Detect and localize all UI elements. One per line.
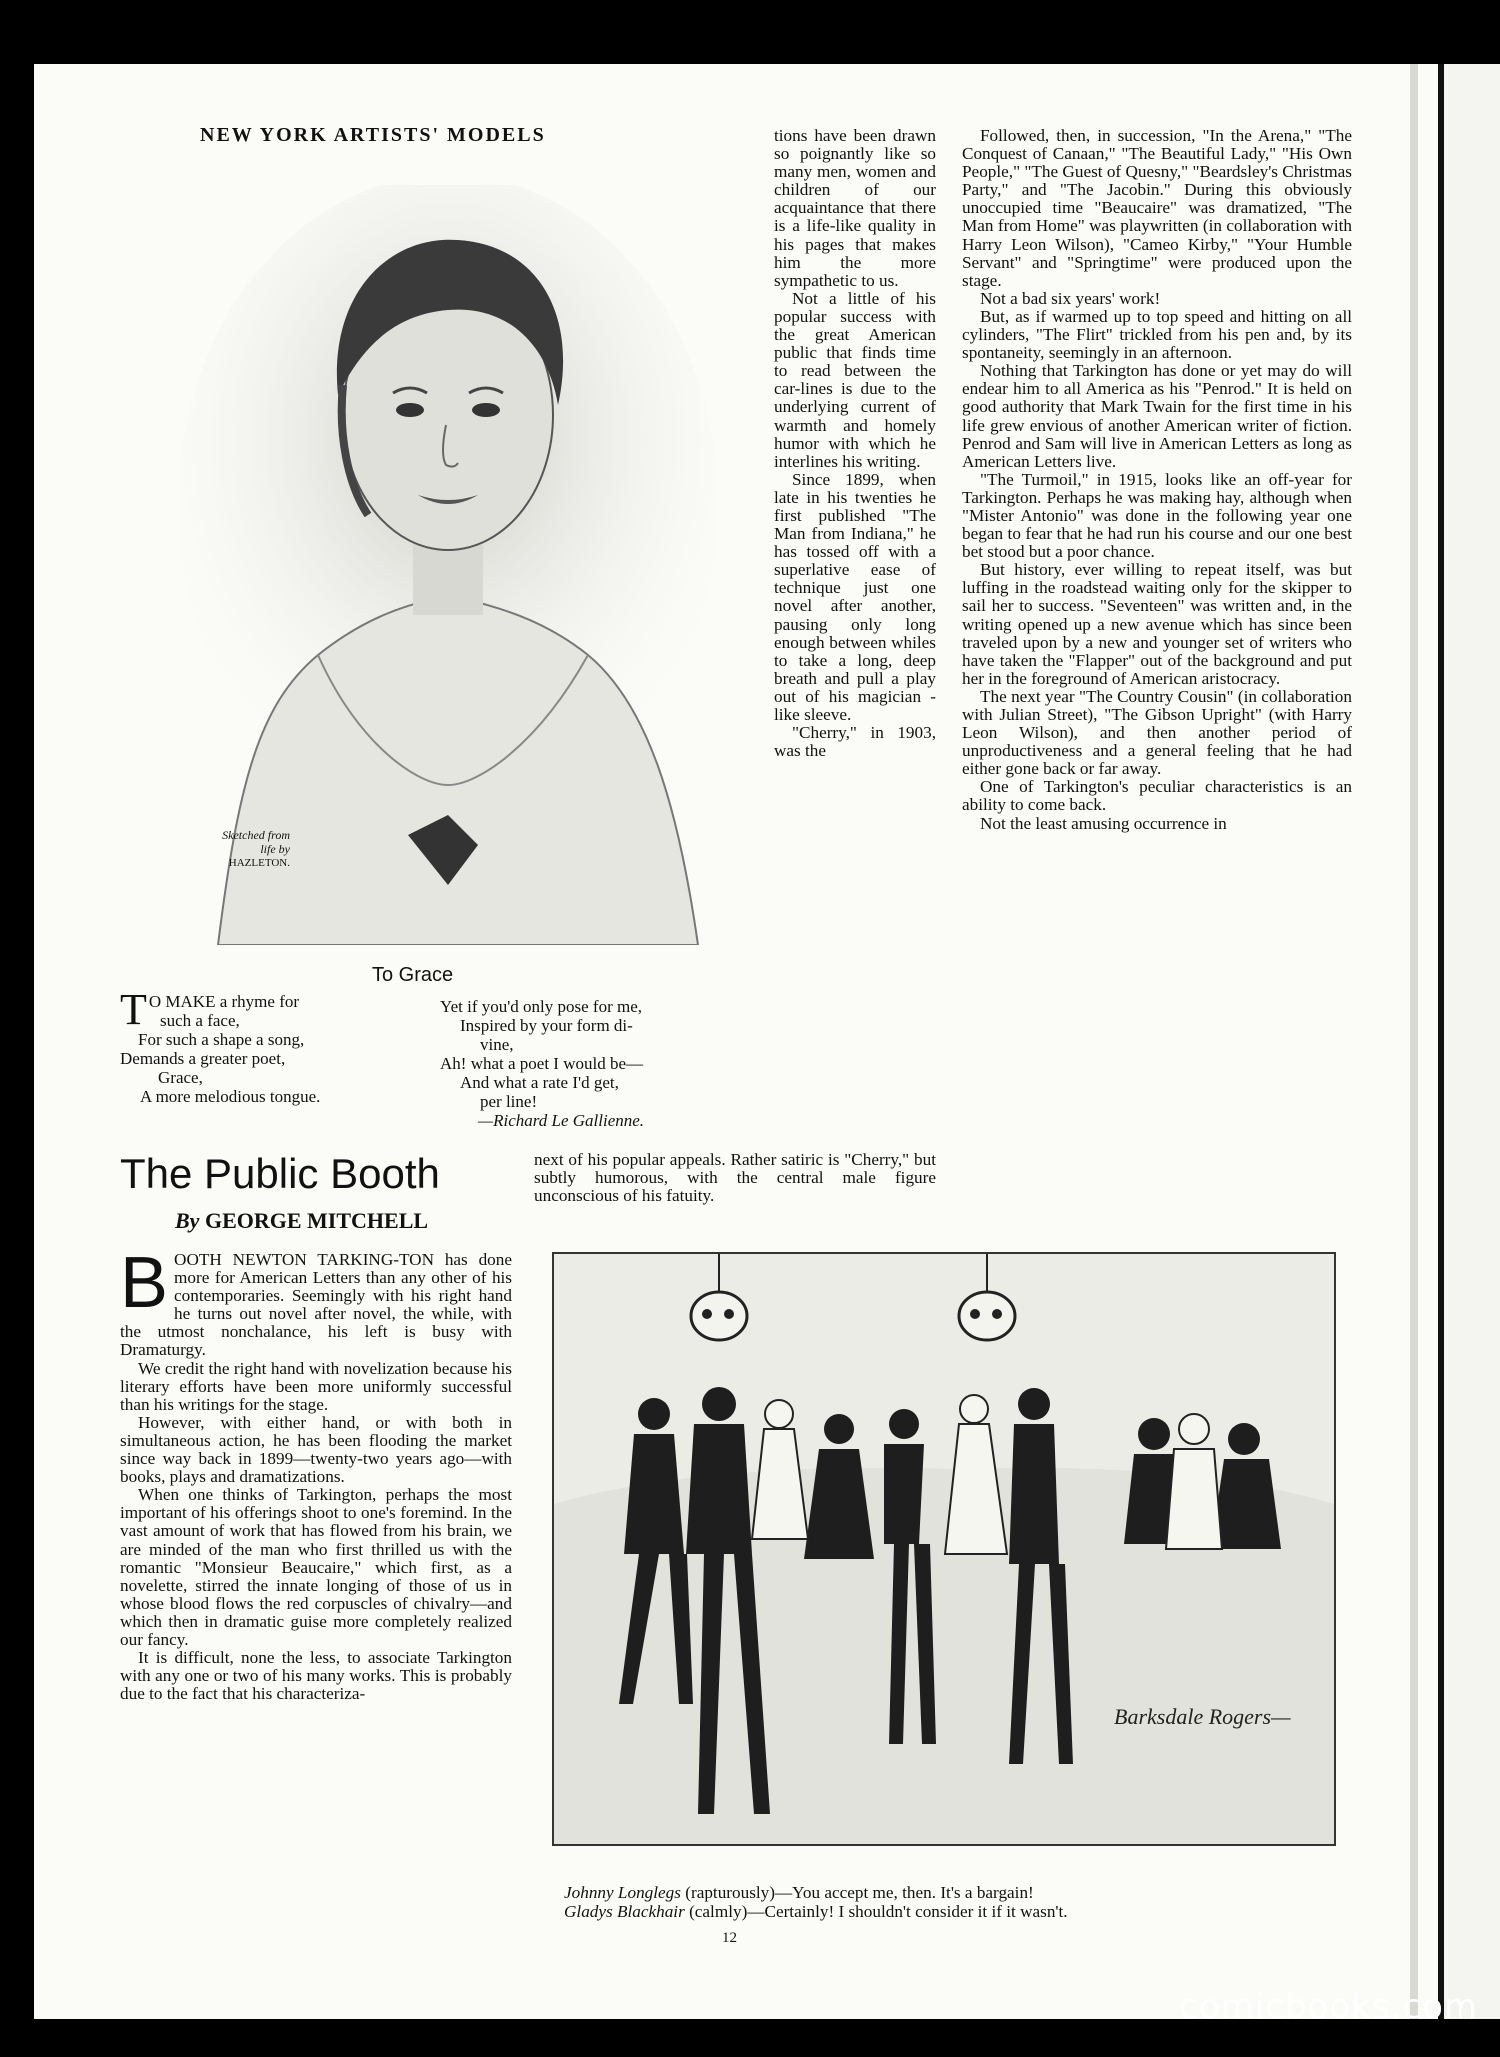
- poem-line: For such a shape a song,: [138, 1030, 305, 1049]
- poem-line: Inspired by your form di-: [460, 1016, 633, 1035]
- paragraph: next of his popular appeals. Rather satiric is "Cherry," but subtly humorous, with the central male figure unconscious of his fatuity.: [534, 1150, 936, 1206]
- paragraph: "Cherry," in 1903, was the: [774, 723, 936, 761]
- illustration-signature: Barksdale Rogers—: [1114, 1704, 1291, 1729]
- byline-author: GEORGE MITCHELL: [204, 1208, 429, 1233]
- paragraph: But, as if warmed up to top speed and hitting on all cylinders, "The Flirt" trickled from his pen and, by its spontaneity, seemingly in an afternoon.: [962, 306, 1352, 363]
- paragraph: [120, 1243, 512, 1360]
- drop-cap: B: [120, 1243, 169, 1323]
- caption-speaker: Johnny Longlegs: [564, 1883, 681, 1902]
- paragraph: The next year "The Country Cousin" (in collaboration with Julian Street), "The Gibson Upright" (with Harry Leon Wilson), and then another period of unproductiveness and a general feeling that he had either gone back or far away.: [962, 686, 1352, 779]
- poem-left: [120, 985, 420, 1106]
- poem-line: per line!: [480, 1092, 538, 1111]
- article-title: The Public Booth: [120, 1150, 440, 1197]
- article-column-2: [774, 127, 936, 760]
- caption-text: (rapturously)—You accept me, then. It's a bargain!: [680, 1883, 1034, 1902]
- paragraph: Since 1899, when late in his twenties he first published "The Man from Indiana," he has tossed off with a superlative ease of technique just one novel after another, pausing only long enough between whiles to take a long, deep breath and pull a play out of his magician - like sleeve.: [774, 469, 936, 724]
- illustration-caption: [548, 1883, 1338, 1921]
- paragraph: It is difficult, none the less, to associate Tarkington with any one or two of his many works. This is probably due to the fact that his characteriza-: [120, 1648, 512, 1704]
- paragraph: "The Turmoil," in 1915, looks like an off-year for Tarkington. Perhaps he was making hay, although when "Mister Antonio" was done in the following year one began to fear that he had run his course and our one best bet stood but a poor chance.: [962, 469, 1352, 562]
- paragraph: We credit the right hand with novelization because his literary efforts have been more uniformly successful than his writings for the stage.: [120, 1358, 512, 1414]
- dance-scene: [554, 1254, 1334, 1844]
- credit-line: life by: [260, 842, 290, 856]
- caption-speaker: Gladys Blackhair: [564, 1902, 685, 1921]
- paragraph: One of Tarkington's peculiar characteristics is an ability to come back.: [962, 777, 1352, 815]
- poem-line: And what a rate I'd get,: [460, 1073, 619, 1092]
- poem-title: To Grace: [372, 964, 454, 986]
- poem-line: Grace,: [158, 1068, 203, 1087]
- paragraph: When one thinks of Tarkington, perhaps the most important of his offerings shoot to one's foremind. In the vast amount of work that has flowed from his brain, we are minded of the man who first thrilled us with the romantic "Monsieur Beaucaire," which first, as a novelette, stirred the innate longing of those of us in whose blood flows the red corpuscles of chivalry—and which then in dramatic guise more completely realized our fancy.: [120, 1485, 512, 1649]
- caption-text: (calmly)—Certainly! I shouldn't consider it if it wasn't.: [684, 1902, 1068, 1921]
- paragraph: Not a little of his popular success with the great American public that finds time to read between the car-lines is due to the underlying current of warmth and homely humor with which he interlines his writing.: [774, 288, 936, 471]
- poem-initial: T: [120, 985, 147, 1034]
- poem-line: vine,: [480, 1035, 514, 1054]
- poem-right: [440, 997, 730, 1130]
- poem-line: Ah! what a poet I would be—: [440, 1054, 644, 1073]
- poem-line: Yet if you'd only pose for me,: [440, 997, 643, 1016]
- paragraph: Followed, then, in succession, "In the Arena," "The Conquest of Canaan," "The Beautiful Lady," "His Own People," "The Guest of Quesny," "Beardsley's Christmas Party," and "The Jacobin." During this obviously unoccupied time "Beaucaire" was dramatized, "The Man from Home" was playwritten (in collaboration with Harry Leon Wilson), "Cameo Kirby," "Your Humble Servant" and "Springtime" were produced upon the stage.: [962, 126, 1352, 290]
- portrait-credit: [140, 828, 290, 870]
- poem-line: Demands a greater poet,: [120, 1049, 286, 1068]
- dance-illustration: [552, 1252, 1336, 1846]
- page-spine: [1410, 64, 1418, 2019]
- article-column-1: [120, 1243, 512, 1704]
- credit-line: Sketched from: [222, 828, 290, 842]
- page-number: 12: [722, 1930, 737, 1946]
- paragraph: Nothing that Tarkington has done or yet may do will endear him to all America as his "Penrod." It is held on good authority that Mark Twain for the first time in his life grew envious of another American writer of fiction. Penrod and Sam will live in American Letters as long as American Letters live.: [962, 361, 1352, 471]
- poem-line: such a face,: [160, 1011, 240, 1030]
- article-byline: [175, 1208, 428, 1234]
- credit-artist: HAZLETON.: [228, 857, 290, 869]
- article-column-2-tail: [534, 1151, 936, 1205]
- paragraph-text: OOTH NEWTON TARKING-TON has done more for American Letters than any other of his contemporaries. Seemingly with his right hand he turns out novel after novel, the while, with the utmost nonchalance, his left is busy with Dramaturgy.: [120, 1250, 512, 1360]
- poem-signature: —Richard Le Gallienne.: [478, 1111, 645, 1130]
- paragraph: However, with either hand, or with both in simultaneous action, he has been flooding the market since way back in 1899—twenty-two years ago—with books, plays and dramatizations.: [120, 1412, 512, 1487]
- poem-line: O MAKE a rhyme for: [148, 992, 300, 1011]
- adjacent-page-edge: [1444, 64, 1500, 2019]
- paragraph: tions have been drawn so poignantly like so many men, women and children of our acquaintance that there is a life-like quality in his pages that makes him the more sympathetic to us.: [774, 126, 936, 290]
- article-column-3: [962, 127, 1352, 833]
- byline-by: By: [175, 1208, 200, 1233]
- paragraph: Not the least amusing occurrence in: [980, 813, 1227, 833]
- paragraph: But history, ever willing to repeat itself, was but luffing in the roadstead waiting only for the skipper to sail her to success. "Seventeen" was written and, in the writing opened up a new avenue which has since been traveled upon by a new and younger set of writers who have taken the "Flapper" out of the background and put her in the foreground of American aristocracy.: [962, 560, 1352, 688]
- site-watermark: comicbooks.com: [1179, 1987, 1478, 2027]
- page-header: NEW YORK ARTISTS' MODELS: [200, 124, 546, 146]
- paragraph: Not a bad six years' work!: [980, 288, 1161, 308]
- poem-line: A more melodious tongue.: [140, 1087, 321, 1106]
